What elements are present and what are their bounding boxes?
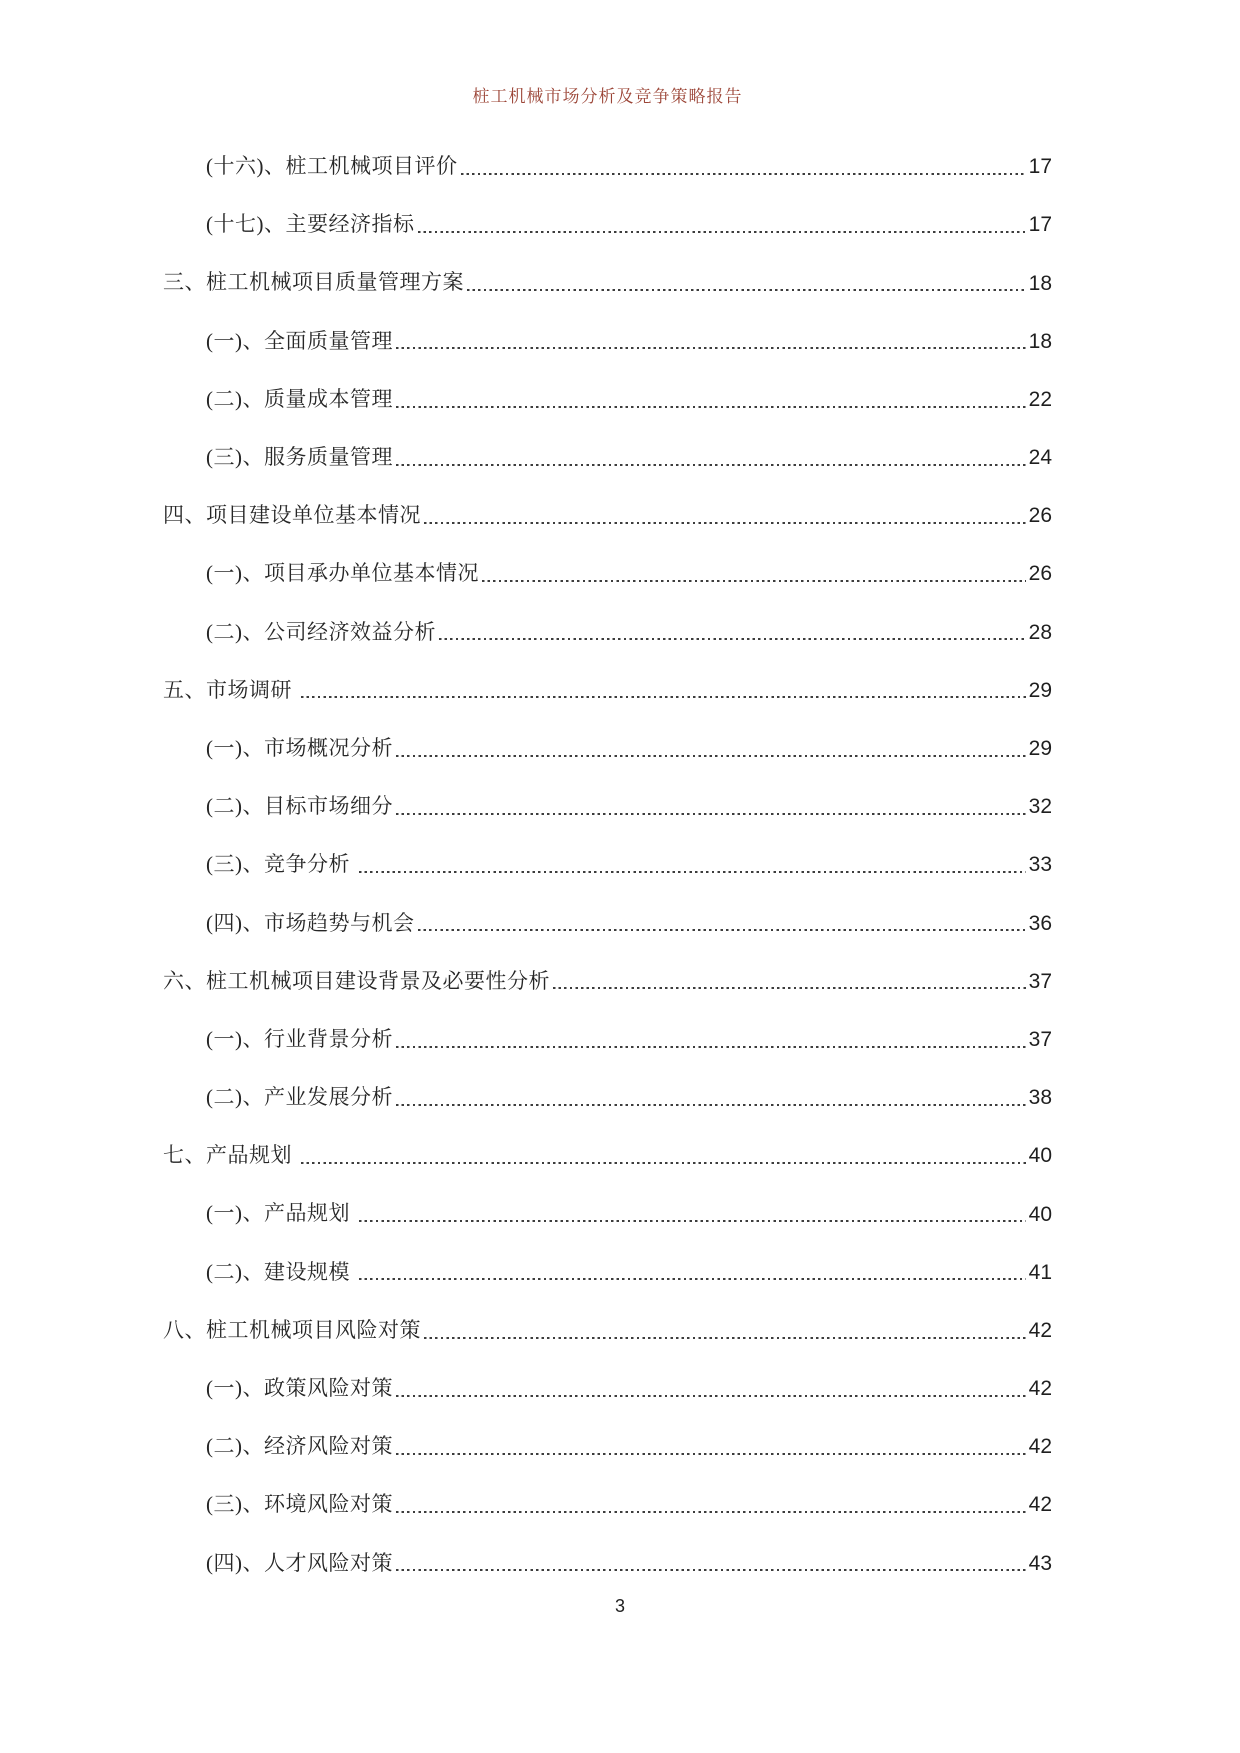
toc-dotted-leader [396, 1452, 1026, 1455]
toc-entry-label: (一)、产品规划 [206, 1201, 356, 1226]
toc-entry-page-number: 42 [1028, 1318, 1052, 1342]
toc-entry[interactable] [163, 476, 1052, 534]
toc-entry[interactable] [163, 1407, 1052, 1465]
toc-entry-label: (四)、人才风险对策 [206, 1550, 393, 1575]
toc-entry-page-number: 32 [1028, 795, 1052, 819]
toc-entry[interactable] [163, 651, 1052, 709]
toc-entry[interactable] [163, 825, 1052, 883]
toc-entry[interactable] [163, 534, 1052, 592]
toc-dotted-leader [461, 172, 1026, 175]
toc-entry[interactable] [163, 418, 1052, 476]
toc-entry[interactable] [163, 1233, 1052, 1291]
header-title: 桩工机械市场分析及竞争策略报告 [472, 87, 743, 106]
toc-entry-label: (四)、市场趋势与机会 [206, 910, 415, 935]
toc-entry-page-number: 42 [1028, 1435, 1052, 1459]
page-footer [0, 1596, 1240, 1617]
toc-entry-label: (二)、目标市场细分 [206, 794, 393, 819]
toc-entry-label: (一)、全面质量管理 [206, 328, 393, 353]
toc-dotted-leader [482, 580, 1026, 583]
toc-entry[interactable] [163, 1174, 1052, 1232]
toc-entry[interactable] [163, 360, 1052, 418]
toc-entry-page-number: 22 [1028, 387, 1052, 411]
toc-entry[interactable] [163, 243, 1052, 301]
toc-entry-page-number: 26 [1028, 562, 1052, 586]
toc-dotted-leader [396, 1103, 1026, 1106]
toc-dotted-leader [396, 754, 1026, 757]
toc-dotted-leader [396, 1045, 1026, 1048]
toc-dotted-leader [396, 1394, 1026, 1397]
toc-dotted-leader [553, 987, 1026, 990]
toc-entry[interactable] [163, 1291, 1052, 1349]
toc-entry-page-number: 43 [1028, 1551, 1052, 1575]
toc-dotted-leader [396, 812, 1026, 815]
toc-entry-page-number: 24 [1028, 446, 1052, 470]
toc-dotted-leader [418, 929, 1026, 932]
toc-entry[interactable] [163, 767, 1052, 825]
toc-entry-label: (三)、服务质量管理 [206, 445, 393, 470]
toc-dotted-leader [301, 1161, 1026, 1164]
toc-entry-label: (一)、市场概况分析 [206, 735, 393, 760]
toc-entry-label: 三、桩工机械项目质量管理方案 [163, 270, 464, 295]
toc-dotted-leader [396, 1569, 1026, 1572]
toc-entry-page-number: 42 [1028, 1493, 1052, 1517]
toc-dotted-leader [396, 463, 1026, 466]
toc-entry-page-number: 37 [1028, 969, 1052, 993]
toc-entry-page-number: 26 [1028, 504, 1052, 528]
toc-dotted-leader [418, 230, 1026, 233]
toc-entry-page-number: 36 [1028, 911, 1052, 935]
toc-entry[interactable] [163, 942, 1052, 1000]
toc-entry-page-number: 42 [1028, 1377, 1052, 1401]
toc-dotted-leader [396, 405, 1026, 408]
toc-entry[interactable] [163, 1058, 1052, 1116]
toc-entry-label: 四、项目建设单位基本情况 [163, 503, 421, 528]
toc-entry[interactable] [163, 185, 1052, 243]
toc-entry-label: (一)、行业背景分析 [206, 1026, 393, 1051]
toc-entry[interactable] [163, 1524, 1052, 1582]
toc-entry-label: (一)、政策风险对策 [206, 1376, 393, 1401]
toc-dotted-leader [301, 696, 1026, 699]
toc-entry-label: (二)、质量成本管理 [206, 386, 393, 411]
toc-entry-page-number: 29 [1028, 678, 1052, 702]
toc-entry[interactable] [163, 1000, 1052, 1058]
toc-dotted-leader [359, 1220, 1026, 1223]
toc-entry-page-number: 29 [1028, 737, 1052, 761]
toc-dotted-leader [359, 1278, 1026, 1281]
toc-entry-page-number: 40 [1028, 1144, 1052, 1168]
toc-entry[interactable] [163, 593, 1052, 651]
toc-entry[interactable] [163, 1465, 1052, 1523]
toc-entry-label: (三)、环境风险对策 [206, 1492, 393, 1517]
toc-entry-page-number: 17 [1028, 155, 1052, 179]
toc-entry-label: (十七)、主要经济指标 [206, 212, 415, 237]
toc-entry-label: (一)、项目承办单位基本情况 [206, 561, 479, 586]
toc-dotted-leader [359, 870, 1026, 873]
toc-entry-label: (二)、产业发展分析 [206, 1085, 393, 1110]
toc-entry-page-number: 41 [1028, 1260, 1052, 1284]
toc-dotted-leader [396, 1511, 1026, 1514]
toc-entry-label: 六、桩工机械项目建设背景及必要性分析 [163, 968, 550, 993]
toc-entry[interactable] [163, 1116, 1052, 1174]
toc-entry[interactable] [163, 709, 1052, 767]
content-column [163, 0, 1052, 1753]
toc-dotted-leader [467, 289, 1026, 292]
toc-entry-page-number: 33 [1028, 853, 1052, 877]
toc-entry-page-number: 38 [1028, 1086, 1052, 1110]
toc-entry-label: (三)、竞争分析 [206, 852, 356, 877]
toc-entry-label: 五、市场调研 [163, 677, 298, 702]
toc-entry-page-number: 18 [1028, 271, 1052, 295]
toc-entry[interactable] [163, 883, 1052, 941]
toc-entry-label: (二)、建设规模 [206, 1259, 356, 1284]
toc-entry-page-number: 28 [1028, 620, 1052, 644]
toc-dotted-leader [424, 521, 1026, 524]
toc-entry-label: (二)、经济风险对策 [206, 1434, 393, 1459]
toc-entry-label: 七、产品规划 [163, 1143, 298, 1168]
toc-entry-label: (二)、公司经济效益分析 [206, 619, 436, 644]
page-header [163, 0, 1052, 107]
toc-entry[interactable] [163, 302, 1052, 360]
toc-entry-page-number: 40 [1028, 1202, 1052, 1226]
toc-entry-page-number: 37 [1028, 1027, 1052, 1051]
toc-entry[interactable] [163, 1349, 1052, 1407]
toc-dotted-leader [439, 638, 1026, 641]
toc-dotted-leader [396, 347, 1026, 350]
toc-entry[interactable] [163, 127, 1052, 185]
toc-list [163, 127, 1052, 1582]
toc-dotted-leader [424, 1336, 1026, 1339]
toc-entry-label: (十六)、桩工机械项目评价 [206, 154, 458, 179]
toc-entry-page-number: 17 [1028, 213, 1052, 237]
footer-page-number: 3 [614, 1596, 625, 1616]
toc-entry-label: 八、桩工机械项目风险对策 [163, 1317, 421, 1342]
toc-entry-page-number: 18 [1028, 329, 1052, 353]
